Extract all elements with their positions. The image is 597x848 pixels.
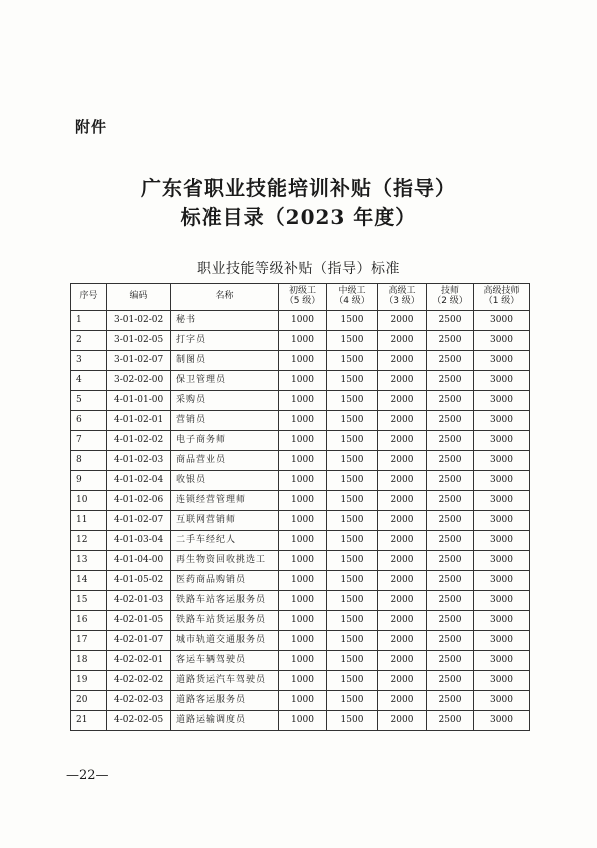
cell-level1: 3000	[474, 431, 530, 451]
cell-code: 4-02-02-02	[107, 671, 171, 691]
cell-seq: 14	[71, 571, 107, 591]
cell-level5: 1000	[279, 471, 327, 491]
cell-name: 客运车辆驾驶员	[171, 651, 279, 671]
cell-name: 再生物资回收挑选工	[171, 551, 279, 571]
cell-code: 3-02-02-00	[107, 371, 171, 391]
cell-level4: 1500	[327, 371, 378, 391]
cell-code: 4-02-01-03	[107, 591, 171, 611]
cell-level2: 2500	[427, 511, 474, 531]
cell-name: 道路运输调度员	[171, 711, 279, 731]
cell-level3: 2000	[378, 411, 427, 431]
cell-code: 4-01-04-00	[107, 551, 171, 571]
cell-seq: 12	[71, 531, 107, 551]
cell-level4: 1500	[327, 611, 378, 631]
cell-name: 医药商品购销员	[171, 571, 279, 591]
cell-level5: 1000	[279, 331, 327, 351]
cell-code: 4-01-02-01	[107, 411, 171, 431]
cell-seq: 2	[71, 331, 107, 351]
cell-level3: 2000	[378, 691, 427, 711]
cell-level5: 1000	[279, 631, 327, 651]
cell-level5: 1000	[279, 571, 327, 591]
cell-level3: 2000	[378, 711, 427, 731]
cell-name: 连锁经营管理师	[171, 491, 279, 511]
cell-name: 采购员	[171, 391, 279, 411]
cell-name: 城市轨道交通服务员	[171, 631, 279, 651]
cell-level2: 2500	[427, 691, 474, 711]
cell-level4: 1500	[327, 531, 378, 551]
cell-code: 4-01-01-00	[107, 391, 171, 411]
cell-level1: 3000	[474, 591, 530, 611]
cell-level3: 2000	[378, 471, 427, 491]
cell-code: 4-02-01-05	[107, 611, 171, 631]
table-row	[71, 691, 530, 711]
table-row	[71, 451, 530, 471]
table-row	[71, 471, 530, 491]
cell-level3: 2000	[378, 351, 427, 371]
cell-code: 4-02-01-07	[107, 631, 171, 651]
cell-seq: 21	[71, 711, 107, 731]
cell-level1: 3000	[474, 671, 530, 691]
cell-level5: 1000	[279, 591, 327, 611]
cell-level4: 1500	[327, 471, 378, 491]
cell-level2: 2500	[427, 591, 474, 611]
cell-level4: 1500	[327, 631, 378, 651]
cell-name: 收银员	[171, 471, 279, 491]
table-row	[71, 511, 530, 531]
cell-seq: 8	[71, 451, 107, 471]
cell-code: 3-01-02-05	[107, 331, 171, 351]
page-number: —22—	[66, 768, 109, 783]
table-row	[71, 331, 530, 351]
cell-level4: 1500	[327, 331, 378, 351]
cell-level4: 1500	[327, 351, 378, 371]
cell-level3: 2000	[378, 671, 427, 691]
cell-level1: 3000	[474, 391, 530, 411]
cell-level3: 2000	[378, 491, 427, 511]
table-body	[71, 311, 530, 731]
cell-level5: 1000	[279, 651, 327, 671]
cell-level4: 1500	[327, 451, 378, 471]
table-row	[71, 551, 530, 571]
cell-code: 4-01-02-04	[107, 471, 171, 491]
cell-code: 3-01-02-02	[107, 311, 171, 331]
cell-level3: 2000	[378, 311, 427, 331]
cell-level1: 3000	[474, 311, 530, 331]
table-row	[71, 611, 530, 631]
cell-level4: 1500	[327, 711, 378, 731]
cell-name: 营销员	[171, 411, 279, 431]
cell-code: 4-01-02-06	[107, 491, 171, 511]
cell-level1: 3000	[474, 531, 530, 551]
subsidy-standard-table	[70, 283, 530, 731]
cell-level1: 3000	[474, 631, 530, 651]
cell-level4: 1500	[327, 491, 378, 511]
cell-code: 4-01-02-07	[107, 511, 171, 531]
cell-name: 制图员	[171, 351, 279, 371]
cell-seq: 15	[71, 591, 107, 611]
cell-level1: 3000	[474, 451, 530, 471]
cell-level3: 2000	[378, 331, 427, 351]
cell-level4: 1500	[327, 651, 378, 671]
cell-seq: 4	[71, 371, 107, 391]
cell-level5: 1000	[279, 711, 327, 731]
cell-code: 4-02-02-01	[107, 651, 171, 671]
document-title-line1: 广东省职业技能培训补贴（指导）	[141, 176, 456, 200]
cell-level1: 3000	[474, 371, 530, 391]
cell-seq: 19	[71, 671, 107, 691]
cell-level3: 2000	[378, 631, 427, 651]
cell-level1: 3000	[474, 571, 530, 591]
column-header-level3: 高级工 （3 级）	[378, 284, 427, 311]
cell-level5: 1000	[279, 691, 327, 711]
cell-seq: 18	[71, 651, 107, 671]
cell-level2: 2500	[427, 651, 474, 671]
cell-level2: 2500	[427, 331, 474, 351]
cell-level4: 1500	[327, 591, 378, 611]
cell-level3: 2000	[378, 511, 427, 531]
cell-seq: 20	[71, 691, 107, 711]
cell-level3: 2000	[378, 651, 427, 671]
cell-level3: 2000	[378, 391, 427, 411]
table-row	[71, 371, 530, 391]
cell-seq: 7	[71, 431, 107, 451]
cell-name: 铁路车站货运服务员	[171, 611, 279, 631]
cell-name: 秘书	[171, 311, 279, 331]
cell-level5: 1000	[279, 411, 327, 431]
cell-level3: 2000	[378, 371, 427, 391]
cell-seq: 16	[71, 611, 107, 631]
cell-level2: 2500	[427, 351, 474, 371]
cell-level2: 2500	[427, 711, 474, 731]
column-header-level1: 高级技师 （1 级）	[474, 284, 530, 311]
cell-level5: 1000	[279, 671, 327, 691]
table-row	[71, 631, 530, 651]
table-row	[71, 491, 530, 511]
cell-name: 二手车经纪人	[171, 531, 279, 551]
column-header-name: 名称	[171, 284, 279, 311]
cell-level2: 2500	[427, 631, 474, 651]
cell-code: 4-02-02-03	[107, 691, 171, 711]
table-row	[71, 651, 530, 671]
document-title-line2: 标准目录（2023 年度）	[180, 205, 417, 229]
cell-level1: 3000	[474, 491, 530, 511]
cell-level2: 2500	[427, 671, 474, 691]
column-header-code: 编码	[107, 284, 171, 311]
cell-level2: 2500	[427, 371, 474, 391]
cell-level4: 1500	[327, 311, 378, 331]
cell-level5: 1000	[279, 491, 327, 511]
cell-level3: 2000	[378, 591, 427, 611]
attachment-label: 附件	[75, 118, 108, 136]
cell-level3: 2000	[378, 571, 427, 591]
cell-level1: 3000	[474, 611, 530, 631]
cell-name: 电子商务师	[171, 431, 279, 451]
cell-level2: 2500	[427, 571, 474, 591]
cell-level4: 1500	[327, 391, 378, 411]
cell-seq: 6	[71, 411, 107, 431]
cell-code: 4-01-02-03	[107, 451, 171, 471]
cell-level2: 2500	[427, 471, 474, 491]
cell-level5: 1000	[279, 371, 327, 391]
table-title: 职业技能等级补贴（指导）标准	[197, 261, 400, 277]
column-header-level4: 中级工 （4 级）	[327, 284, 378, 311]
cell-level4: 1500	[327, 431, 378, 451]
cell-level4: 1500	[327, 571, 378, 591]
cell-level3: 2000	[378, 551, 427, 571]
cell-level4: 1500	[327, 511, 378, 531]
cell-seq: 3	[71, 351, 107, 371]
cell-level1: 3000	[474, 551, 530, 571]
cell-level3: 2000	[378, 451, 427, 471]
cell-level5: 1000	[279, 611, 327, 631]
cell-name: 道路货运汽车驾驶员	[171, 671, 279, 691]
cell-level5: 1000	[279, 531, 327, 551]
cell-name: 互联网营销师	[171, 511, 279, 531]
cell-level2: 2500	[427, 451, 474, 471]
table-row	[71, 591, 530, 611]
cell-level1: 3000	[474, 691, 530, 711]
table-row	[71, 351, 530, 371]
cell-seq: 1	[71, 311, 107, 331]
table-row	[71, 671, 530, 691]
column-header-level2: 技师 （2 级）	[427, 284, 474, 311]
cell-name: 道路客运服务员	[171, 691, 279, 711]
cell-name: 打字员	[171, 331, 279, 351]
cell-level5: 1000	[279, 391, 327, 411]
table-row	[71, 391, 530, 411]
cell-code: 4-01-02-02	[107, 431, 171, 451]
table-row	[71, 711, 530, 731]
cell-level4: 1500	[327, 691, 378, 711]
cell-level1: 3000	[474, 331, 530, 351]
cell-level4: 1500	[327, 551, 378, 571]
cell-name: 保卫管理员	[171, 371, 279, 391]
cell-code: 3-01-02-07	[107, 351, 171, 371]
cell-level5: 1000	[279, 351, 327, 371]
cell-code: 4-02-02-05	[107, 711, 171, 731]
table-row	[71, 311, 530, 331]
cell-level4: 1500	[327, 411, 378, 431]
cell-name: 铁路车站客运服务员	[171, 591, 279, 611]
cell-level1: 3000	[474, 411, 530, 431]
cell-seq: 17	[71, 631, 107, 651]
cell-name: 商品营业员	[171, 451, 279, 471]
cell-level2: 2500	[427, 391, 474, 411]
table-row	[71, 411, 530, 431]
cell-level1: 3000	[474, 711, 530, 731]
cell-level2: 2500	[427, 411, 474, 431]
cell-seq: 10	[71, 491, 107, 511]
cell-level4: 1500	[327, 671, 378, 691]
cell-code: 4-01-05-02	[107, 571, 171, 591]
cell-code: 4-01-03-04	[107, 531, 171, 551]
cell-level2: 2500	[427, 311, 474, 331]
cell-level5: 1000	[279, 551, 327, 571]
cell-level3: 2000	[378, 431, 427, 451]
column-header-seq: 序号	[71, 284, 107, 311]
cell-level3: 2000	[378, 611, 427, 631]
cell-level2: 2500	[427, 611, 474, 631]
cell-level3: 2000	[378, 531, 427, 551]
table-row	[71, 431, 530, 451]
cell-level2: 2500	[427, 491, 474, 511]
cell-seq: 9	[71, 471, 107, 491]
cell-seq: 11	[71, 511, 107, 531]
table-header-row	[71, 284, 530, 311]
cell-level2: 2500	[427, 431, 474, 451]
cell-level5: 1000	[279, 511, 327, 531]
cell-level1: 3000	[474, 511, 530, 531]
table-row	[71, 571, 530, 591]
cell-level2: 2500	[427, 531, 474, 551]
column-header-level5: 初级工 （5 级）	[279, 284, 327, 311]
cell-level1: 3000	[474, 471, 530, 491]
table-row	[71, 531, 530, 551]
cell-seq: 5	[71, 391, 107, 411]
cell-level5: 1000	[279, 311, 327, 331]
cell-level1: 3000	[474, 351, 530, 371]
cell-level1: 3000	[474, 651, 530, 671]
cell-level5: 1000	[279, 431, 327, 451]
cell-level5: 1000	[279, 451, 327, 471]
cell-seq: 13	[71, 551, 107, 571]
cell-level2: 2500	[427, 551, 474, 571]
